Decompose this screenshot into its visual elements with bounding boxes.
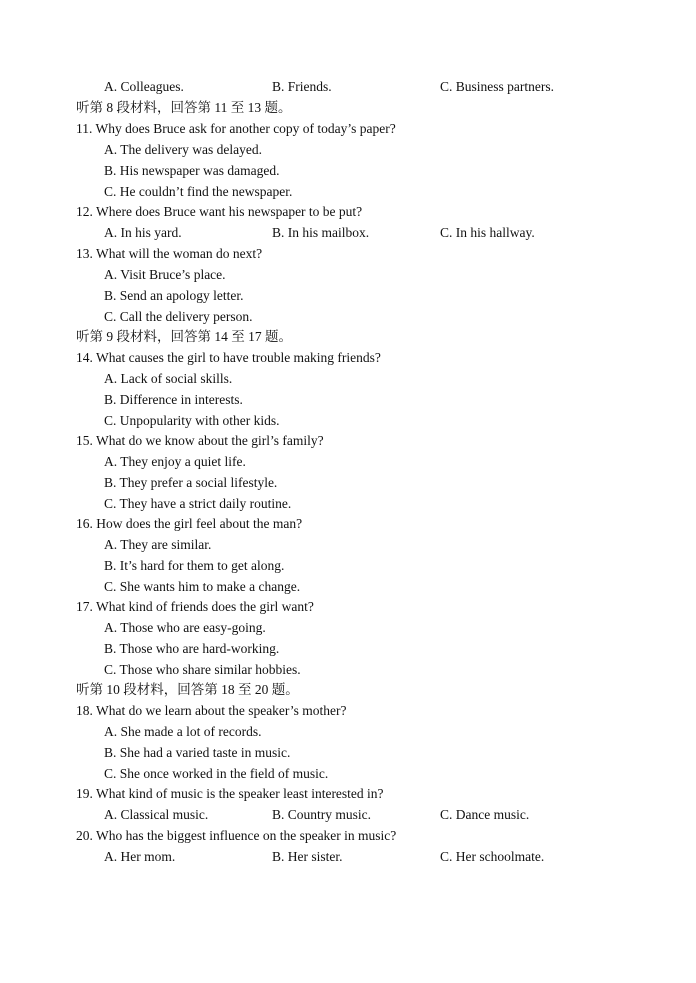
option: C. They have a strict daily routine. [104,496,292,511]
option: A. She made a lot of records. [104,724,262,739]
option-a: A. Classical music. [104,807,209,822]
option-a: A. Colleagues. [104,79,184,94]
option: C. She once worked in the field of music. [104,766,329,781]
option-c: C. Dance music. [440,807,530,822]
option-c: C. Her schoolmate. [440,849,545,864]
option-b: B. Her sister. [272,849,343,864]
option: A. Those who are easy-going. [104,620,266,635]
option-c: C. In his hallway. [440,225,535,240]
option-c: C. Business partners. [440,79,554,94]
option: B. Those who are hard-working. [104,641,280,656]
option: B. She had a varied taste in music. [104,745,291,760]
option-b: B. In his mailbox. [272,225,370,240]
question: 14. What causes the girl to have trouble making friends? [76,350,381,365]
option: A. Lack of social skills. [104,371,233,386]
option: C. Unpopularity with other kids. [104,413,280,428]
option: C. Those who share similar hobbies. [104,662,301,677]
question: 13. What will the woman do next? [76,246,263,261]
option-a: A. In his yard. [104,225,182,240]
option: C. Call the delivery person. [104,309,253,324]
question: 11. Why does Bruce ask for another copy of today’s paper? [76,121,396,136]
option-a: A. Her mom. [104,849,176,864]
option: B. Difference in interests. [104,392,243,407]
question: 17. What kind of friends does the girl want? [76,599,314,614]
section-heading: 听第 8 段材料，回答第 11 至 13 题。 [76,100,292,115]
section-heading: 听第 9 段材料，回答第 14 至 17 题。 [76,329,292,344]
option-b: B. Country music. [272,807,372,822]
question: 16. How does the girl feel about the man? [76,516,303,531]
option: A. They enjoy a quiet life. [104,454,246,469]
question: 18. What do we learn about the speaker’s mother? [76,703,347,718]
section-heading: 听第 10 段材料，回答第 18 至 20 题。 [76,682,299,697]
option: C. She wants him to make a change. [104,579,301,594]
question: 12. Where does Bruce want his newspaper to be put? [76,204,363,219]
option: A. The delivery was delayed. [104,142,262,157]
option-b: B. Friends. [272,79,332,94]
option: B. Send an apology letter. [104,288,244,303]
option: A. They are similar. [104,537,212,552]
question: 19. What kind of music is the speaker least interested in? [76,786,384,801]
option: B. His newspaper was damaged. [104,163,280,178]
option: C. He couldn’t find the newspaper. [104,184,293,199]
option: A. Visit Bruce’s place. [104,267,226,282]
option: B. It’s hard for them to get along. [104,558,285,573]
question: 20. Who has the biggest influence on the speaker in music? [76,828,397,843]
option: B. They prefer a social lifestyle. [104,475,278,490]
question: 15. What do we know about the girl’s family? [76,433,324,448]
